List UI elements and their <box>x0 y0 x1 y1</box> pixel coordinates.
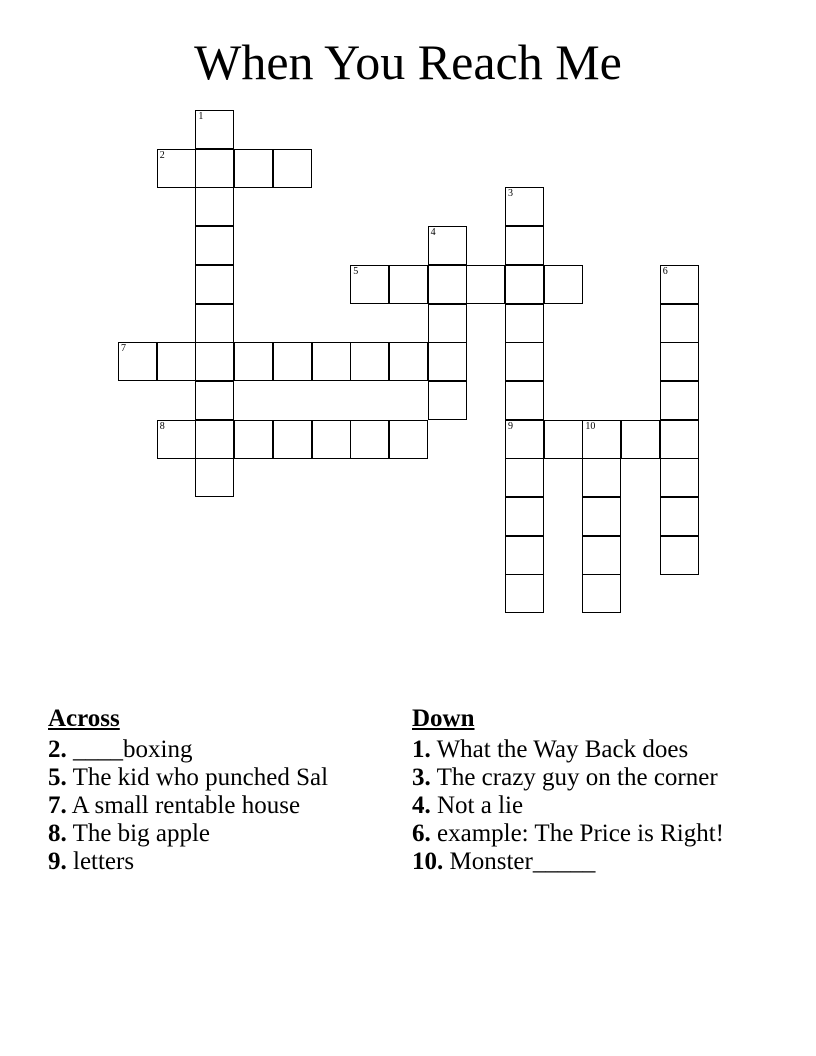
clue-text: The kid who punched Sal <box>72 764 329 791</box>
grid-cell[interactable] <box>195 381 234 420</box>
cell-number: 3 <box>508 188 513 200</box>
grid-cell[interactable] <box>195 420 234 459</box>
cell-number: 1 <box>198 111 204 122</box>
down-clue <box>412 848 742 876</box>
clue-text: example: The Price is Right! <box>437 820 724 847</box>
clue-number: 10. <box>412 848 444 875</box>
clue-text: Not a lie <box>437 792 524 819</box>
grid-cell[interactable] <box>544 420 583 459</box>
grid-cell[interactable] <box>428 304 467 343</box>
grid-cell[interactable] <box>505 226 544 265</box>
across-clue-list <box>48 736 378 876</box>
grid-cell[interactable] <box>195 110 234 149</box>
grid-cell[interactable] <box>234 149 273 188</box>
grid-cell[interactable] <box>273 149 312 188</box>
grid-cell[interactable] <box>660 536 699 575</box>
down-clues <box>412 702 742 876</box>
grid-cell[interactable] <box>195 342 234 381</box>
grid-cell[interactable] <box>505 420 544 459</box>
grid-cell[interactable] <box>505 304 544 343</box>
grid-cell[interactable] <box>505 458 544 497</box>
grid-cell[interactable] <box>157 420 196 459</box>
down-clue <box>412 792 742 820</box>
grid-cell[interactable] <box>660 342 699 381</box>
across-clue <box>48 792 378 820</box>
grid-cell[interactable] <box>505 497 544 536</box>
grid-cell[interactable] <box>195 149 234 188</box>
cell-number: 6 <box>662 265 668 277</box>
grid-cell[interactable] <box>350 420 389 459</box>
grid-cell[interactable] <box>582 574 621 613</box>
clue-number: 7. <box>48 792 67 819</box>
cell-number: 10 <box>585 420 596 432</box>
grid-cell[interactable] <box>157 149 196 188</box>
grid-cell[interactable] <box>273 342 312 381</box>
clue-text: The crazy guy on the corner <box>436 764 718 791</box>
across-clue <box>48 820 378 848</box>
grid-cell[interactable] <box>582 420 621 459</box>
grid-cell[interactable] <box>428 226 467 265</box>
grid-cell[interactable] <box>350 342 389 381</box>
grid-cell[interactable] <box>195 458 234 497</box>
clue-text: The big apple <box>72 820 211 847</box>
page-title: When You Reach Me <box>194 34 622 90</box>
grid-cell[interactable] <box>505 536 544 575</box>
across-clue <box>48 848 378 876</box>
clue-number: 3. <box>412 764 431 791</box>
grid-cell[interactable] <box>505 381 544 420</box>
grid-cell[interactable] <box>505 342 544 381</box>
cell-number: 9 <box>508 420 513 432</box>
grid-cell[interactable] <box>660 458 699 497</box>
across-clue <box>48 736 378 764</box>
clue-number: 5. <box>48 764 67 791</box>
grid-cell[interactable] <box>389 342 428 381</box>
down-heading: Down <box>412 705 475 732</box>
down-clue <box>412 736 742 764</box>
clue-text: letters <box>73 848 135 875</box>
across-clues <box>48 702 378 876</box>
grid-cell[interactable] <box>234 342 273 381</box>
across-heading: Across <box>48 705 120 732</box>
grid-cell[interactable] <box>621 420 660 459</box>
clue-number: 9. <box>48 848 67 875</box>
grid-cell[interactable] <box>660 497 699 536</box>
cell-number: 4 <box>430 227 436 239</box>
cell-number: 7 <box>121 343 126 355</box>
grid-cell[interactable] <box>660 420 699 459</box>
clue-text: A small rentable house <box>71 792 301 819</box>
grid-cell[interactable] <box>195 187 234 226</box>
grid-cell[interactable] <box>195 226 234 265</box>
grid-cell[interactable] <box>660 265 699 304</box>
grid-cell[interactable] <box>234 420 273 459</box>
grid-cell[interactable] <box>505 265 544 304</box>
clue-number: 4. <box>412 792 431 819</box>
grid-cell[interactable] <box>505 187 544 226</box>
grid-cell[interactable] <box>118 342 157 381</box>
clue-number: 1. <box>412 736 431 763</box>
down-clue <box>412 820 742 848</box>
grid-cell[interactable] <box>195 304 234 343</box>
grid-cell[interactable] <box>195 265 234 304</box>
grid-cell[interactable] <box>157 342 196 381</box>
grid-cell[interactable] <box>312 420 351 459</box>
grid-cell[interactable] <box>582 536 621 575</box>
grid-cell[interactable] <box>505 574 544 613</box>
clue-number: 6. <box>412 820 431 847</box>
across-clue <box>48 764 378 792</box>
cell-number: 5 <box>353 265 359 277</box>
grid-cell[interactable] <box>428 381 467 420</box>
cell-number: 2 <box>159 149 165 161</box>
grid-cell[interactable] <box>312 342 351 381</box>
cell-number: 8 <box>159 420 165 432</box>
grid-cell[interactable] <box>389 265 428 304</box>
grid-cell[interactable] <box>273 420 312 459</box>
grid-cell[interactable] <box>466 265 505 304</box>
clue-number: 2. <box>48 736 67 763</box>
grid-cell[interactable] <box>389 420 428 459</box>
clue-text: ____boxing <box>73 736 193 763</box>
grid-cell[interactable] <box>582 497 621 536</box>
grid-cell[interactable] <box>660 381 699 420</box>
grid-cell[interactable] <box>660 304 699 343</box>
grid-cell[interactable] <box>428 342 467 381</box>
clue-text: Monster_____ <box>449 848 596 875</box>
grid-cell[interactable] <box>544 265 583 304</box>
clue-text: What the Way Back does <box>436 736 689 763</box>
grid-cell[interactable] <box>350 265 389 304</box>
grid-cell[interactable] <box>582 458 621 497</box>
clue-number: 8. <box>48 820 67 847</box>
down-clue <box>412 764 742 792</box>
grid-cell[interactable] <box>428 265 467 304</box>
down-clue-list <box>412 736 742 876</box>
